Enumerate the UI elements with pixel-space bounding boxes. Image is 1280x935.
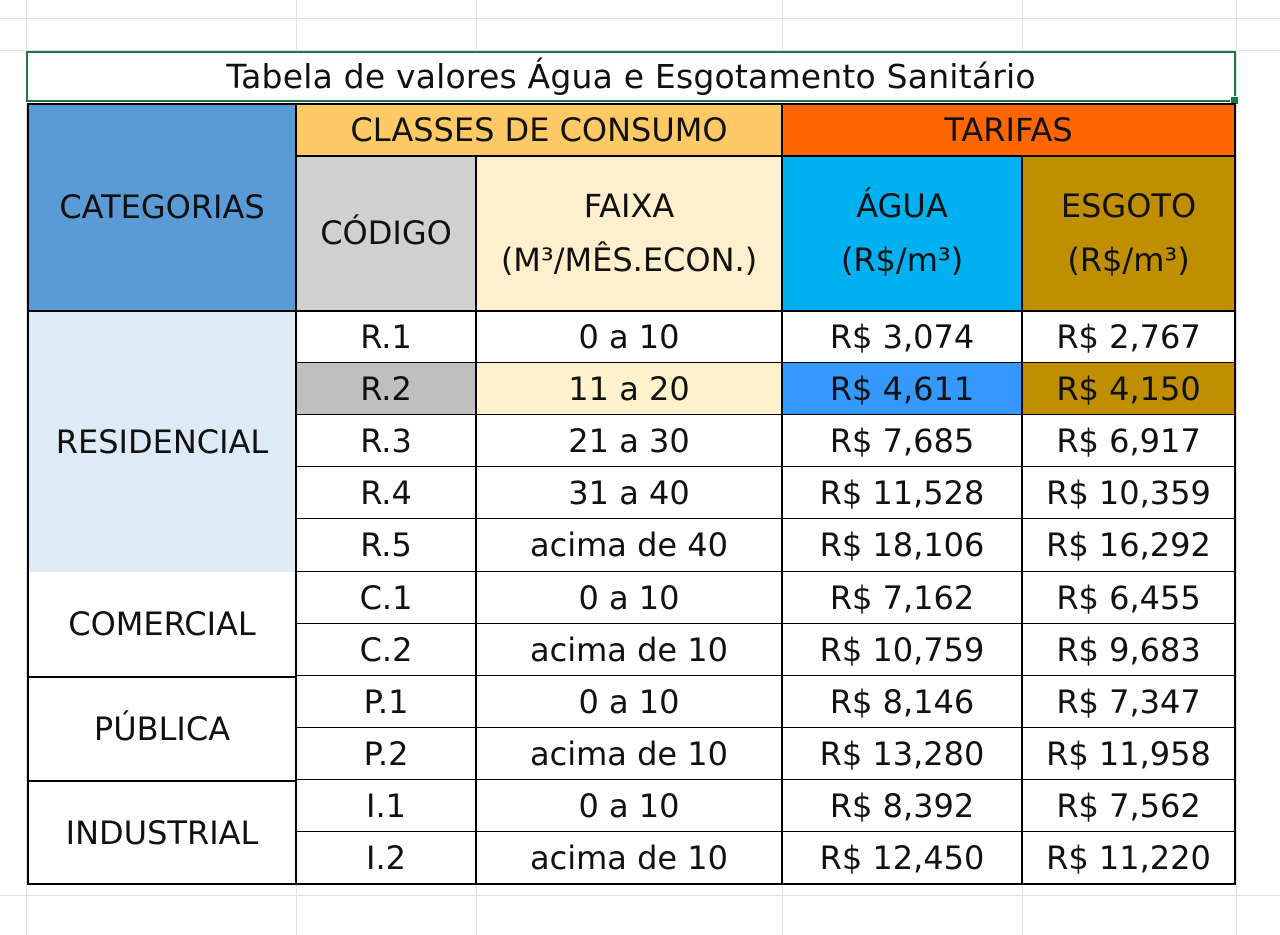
cell-codigo-value: I.2 <box>366 839 406 877</box>
cell-esgoto[interactable] <box>1022 624 1235 676</box>
cell-agua[interactable] <box>782 363 1022 415</box>
cell-faixa[interactable] <box>476 780 782 832</box>
cell-codigo-value: R.2 <box>360 369 412 408</box>
cell-agua-value: R$ 8,392 <box>829 786 975 825</box>
cell-codigo-value: C.2 <box>359 630 413 669</box>
header-codigo[interactable] <box>296 156 476 310</box>
cell-agua-value: R$ 12,450 <box>819 839 985 877</box>
cell-faixa-value: 0 a 10 <box>578 578 680 617</box>
header-categorias[interactable] <box>28 104 296 310</box>
col-divider <box>781 104 783 885</box>
header-agua-line1: ÁGUA <box>856 187 948 225</box>
cell-codigo[interactable] <box>296 467 476 519</box>
cell-agua[interactable] <box>782 780 1022 832</box>
cell-faixa-value: 31 a 40 <box>568 473 690 512</box>
cell-codigo[interactable] <box>296 676 476 728</box>
sheet-title: Tabela de valores Água e Esgotamento Sanitário <box>226 57 1036 96</box>
cell-agua-value: R$ 11,528 <box>819 473 985 512</box>
cell-esgoto-value: R$ 10,359 <box>1046 473 1211 512</box>
header-divider <box>296 155 1236 157</box>
cell-codigo[interactable] <box>296 728 476 780</box>
category-industrial-label: INDUSTRIAL <box>65 813 259 852</box>
cell-agua[interactable] <box>782 676 1022 728</box>
header-codigo-label: CÓDIGO <box>320 214 452 252</box>
header-classes-label: CLASSES DE CONSUMO <box>350 111 728 149</box>
cell-faixa[interactable] <box>476 415 782 467</box>
cell-codigo-value: R.1 <box>360 317 412 356</box>
category-publica-label: PÚBLICA <box>93 709 231 748</box>
cell-codigo[interactable] <box>296 572 476 624</box>
col-divider <box>1021 156 1023 885</box>
col-divider <box>475 156 477 885</box>
header-esgoto-line2: (R$/m³) <box>1067 241 1190 279</box>
cell-codigo-value: R.4 <box>360 473 412 512</box>
cell-agua-value: R$ 13,280 <box>819 734 985 773</box>
cell-esgoto[interactable] <box>1022 311 1235 363</box>
cell-codigo[interactable] <box>296 363 476 415</box>
cell-agua-value: R$ 10,759 <box>819 630 985 669</box>
cell-codigo[interactable] <box>296 311 476 363</box>
header-faixa-line1: FAIXA <box>583 187 675 225</box>
cell-agua-value: R$ 7,162 <box>829 578 975 617</box>
cell-esgoto-value: R$ 16,292 <box>1046 526 1211 564</box>
cell-faixa-value: acima de 10 <box>530 734 728 773</box>
cell-esgoto-value: R$ 7,347 <box>1056 682 1201 721</box>
cell-faixa[interactable] <box>476 572 782 624</box>
cell-esgoto[interactable] <box>1022 363 1235 415</box>
cell-codigo[interactable] <box>296 624 476 676</box>
cell-agua[interactable] <box>782 415 1022 467</box>
cell-agua[interactable] <box>782 519 1022 572</box>
cell-agua[interactable] <box>782 311 1022 363</box>
cell-faixa[interactable] <box>476 467 782 519</box>
header-tarifas[interactable] <box>782 104 1235 156</box>
cell-faixa[interactable] <box>476 728 782 780</box>
cell-esgoto-value: R$ 9,683 <box>1056 630 1201 669</box>
cell-codigo-value: C.1 <box>359 578 413 617</box>
cell-faixa-value: acima de 10 <box>530 839 728 877</box>
cell-faixa[interactable] <box>476 519 782 572</box>
cell-esgoto[interactable] <box>1022 676 1235 728</box>
cell-esgoto[interactable] <box>1022 519 1235 572</box>
cell-faixa[interactable] <box>476 832 782 884</box>
category-residencial-label: RESIDENCIAL <box>55 422 269 461</box>
header-esgoto-line1: ESGOTO <box>1060 187 1197 225</box>
cell-esgoto[interactable] <box>1022 415 1235 467</box>
cell-codigo[interactable] <box>296 780 476 832</box>
header-faixa-line2: (M³/MÊS.ECON.) <box>500 241 758 279</box>
cell-faixa-value: 21 a 30 <box>568 421 690 460</box>
cell-faixa-value: acima de 40 <box>530 526 728 564</box>
cell-agua[interactable] <box>782 467 1022 519</box>
selected-title-cell[interactable] <box>26 51 1236 102</box>
cell-faixa[interactable] <box>476 676 782 728</box>
cell-esgoto[interactable] <box>1022 728 1235 780</box>
cell-agua[interactable] <box>782 624 1022 676</box>
cell-esgoto-value: R$ 4,150 <box>1056 369 1201 408</box>
cell-agua-value: R$ 18,106 <box>819 526 985 564</box>
cell-faixa-value: acima de 10 <box>530 630 728 669</box>
cell-esgoto[interactable] <box>1022 780 1235 832</box>
category-publica[interactable] <box>28 677 296 780</box>
cell-esgoto[interactable] <box>1022 832 1235 884</box>
header-faixa[interactable] <box>476 156 782 310</box>
cell-codigo-value: R.3 <box>360 421 412 460</box>
header-agua-line2: (R$/m³) <box>840 241 964 279</box>
cell-esgoto-value: R$ 11,220 <box>1046 839 1211 877</box>
cell-esgoto[interactable] <box>1022 572 1235 624</box>
cell-agua[interactable] <box>782 832 1022 884</box>
cell-esgoto-value: R$ 6,917 <box>1056 421 1201 460</box>
cell-faixa-value: 0 a 10 <box>578 786 680 825</box>
cell-agua-value: R$ 4,611 <box>829 369 975 408</box>
category-comercial-label: COMERCIAL <box>68 605 256 643</box>
cell-agua-value: R$ 3,074 <box>829 317 975 356</box>
cell-faixa[interactable] <box>476 311 782 363</box>
category-divider <box>27 676 296 678</box>
cell-codigo-value: P.2 <box>363 734 409 773</box>
cell-faixa-value: 11 a 20 <box>568 369 690 408</box>
header-categorias-label: CATEGORIAS <box>59 188 265 226</box>
cell-esgoto[interactable] <box>1022 467 1235 519</box>
cell-agua-value: R$ 8,146 <box>829 682 975 721</box>
cell-faixa-value: 0 a 10 <box>578 317 680 356</box>
cell-esgoto-value: R$ 7,562 <box>1056 786 1201 825</box>
header-classes-de-consumo[interactable] <box>296 104 782 156</box>
category-divider <box>27 780 296 782</box>
category-industrial[interactable] <box>28 781 296 884</box>
cell-codigo-value: I.1 <box>366 786 406 825</box>
cell-agua-value: R$ 7,685 <box>829 421 975 460</box>
cell-codigo[interactable] <box>296 415 476 467</box>
header-tarifas-label: TARIFAS <box>944 111 1073 149</box>
category-residencial[interactable] <box>28 311 296 572</box>
cell-esgoto-value: R$ 11,958 <box>1046 734 1211 773</box>
cell-codigo-value: P.1 <box>363 682 409 721</box>
cell-codigo-value: R.5 <box>360 526 412 564</box>
header-bottom-border <box>27 310 1236 312</box>
cell-codigo[interactable] <box>296 519 476 572</box>
cell-agua[interactable] <box>782 728 1022 780</box>
cell-esgoto-value: R$ 6,455 <box>1056 578 1201 617</box>
cell-agua[interactable] <box>782 572 1022 624</box>
header-agua[interactable] <box>782 156 1022 310</box>
cell-faixa-value: 0 a 10 <box>578 682 680 721</box>
col-divider <box>295 104 297 885</box>
cell-faixa[interactable] <box>476 624 782 676</box>
category-comercial[interactable] <box>28 572 296 676</box>
cell-faixa[interactable] <box>476 363 782 415</box>
cell-codigo[interactable] <box>296 832 476 884</box>
header-esgoto[interactable] <box>1022 156 1235 310</box>
cell-esgoto-value: R$ 2,767 <box>1056 317 1201 356</box>
